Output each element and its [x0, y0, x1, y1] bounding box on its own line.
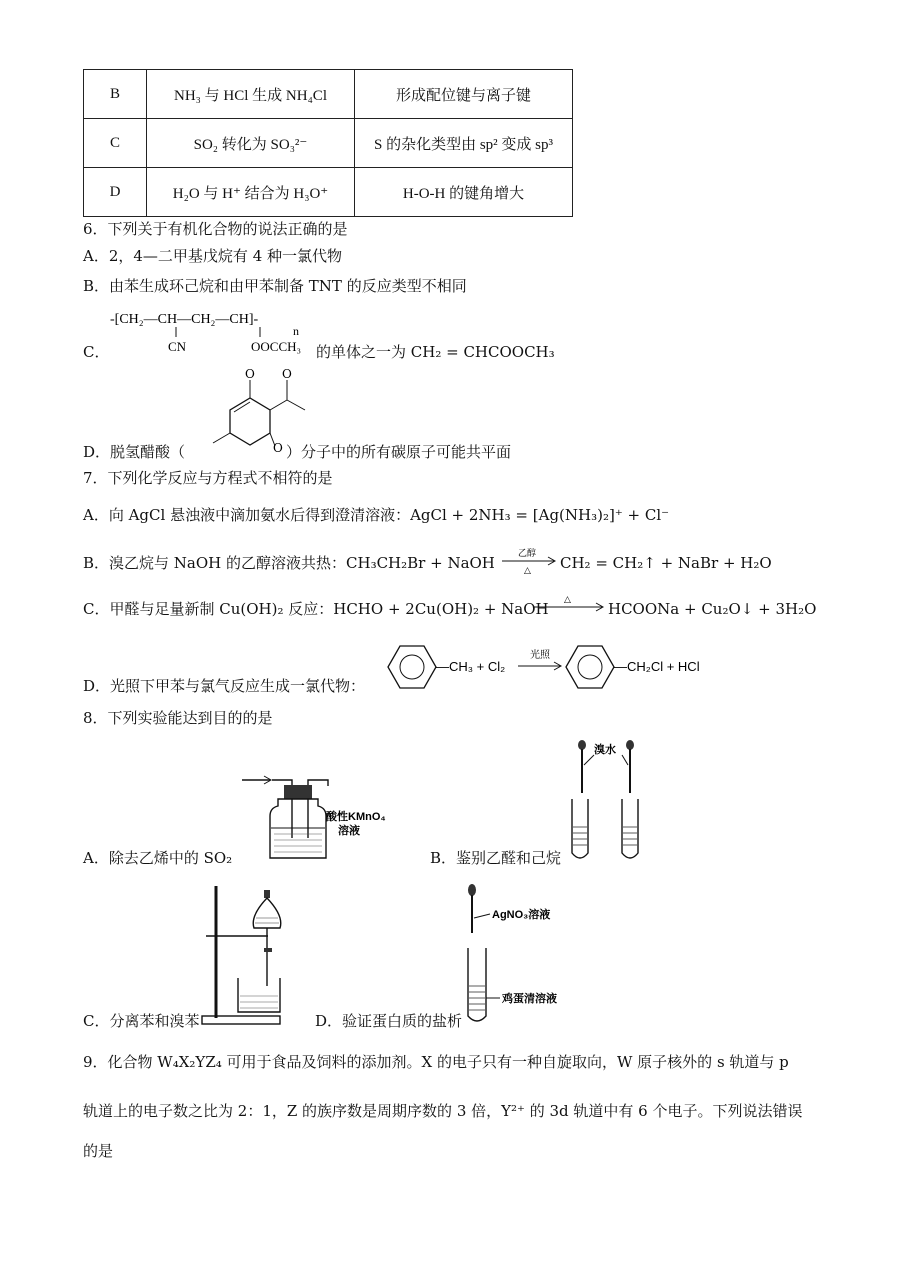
row-letter: D	[84, 168, 147, 217]
q8-option-d: D．验证蛋白质的盐析	[315, 1012, 463, 1030]
q8-option-c: C．分离苯和溴苯	[83, 1012, 200, 1030]
q6-option-d: ）分子中的所有碳原子可能共平面	[286, 443, 512, 461]
label-bromine-water: 溴水	[594, 744, 616, 756]
row-letter: B	[84, 70, 147, 119]
cond-heat: △	[524, 566, 531, 576]
q7-option-b-left: B．溴乙烷与 NaOH 的乙醇溶液共热：CH₃CH₂Br + NaOH	[83, 554, 495, 572]
q7-option-a: A．向 AgCl 悬浊液中滴加氨水后得到澄清溶液：AgCl + 2NH₃ = [Ag(NH₃)₂]⁺ + Cl⁻	[83, 506, 670, 524]
row-right: S 的杂化类型由 sp² 变成 sp³	[355, 119, 573, 168]
gas-washing-bottle	[238, 768, 408, 864]
q7-option-c-left: C．甲醛与足量新制 Cu(OH)₂ 反应：HCHO + 2Cu(OH)₂ + NaOH	[83, 600, 549, 618]
reaction-arrow-c	[532, 592, 606, 614]
q6-option-b: B．由苯生成环己烷和由甲苯制备 TNT 的反应类型不相同	[83, 277, 467, 295]
q8-option-a: A．除去乙烯中的 SO₂	[83, 849, 233, 867]
test-tube-agno3	[458, 878, 608, 1028]
cond-light: 光照	[530, 650, 550, 661]
q7-option-d: D．光照下甲苯与氯气反应生成一氯代物：	[83, 677, 366, 695]
q8-option-b: B．鉴别乙醛和己烷	[430, 849, 562, 867]
separatory-funnel-setup	[198, 878, 298, 1028]
options-table	[83, 69, 573, 217]
polymer-cn: CN	[168, 339, 187, 354]
row-letter: C	[84, 119, 147, 168]
svg-text:O: O	[245, 368, 255, 381]
polymer-chain: -[CH₂—CH—CH₂—CH]-	[110, 312, 259, 327]
dehydroacetic-acid-structure	[195, 368, 345, 453]
q9-line-3: 的是	[83, 1142, 114, 1160]
cond-ethanol: 乙醇	[518, 549, 537, 559]
polymer-n: n	[293, 324, 299, 338]
row-right: 形成配位键与离子键	[355, 70, 573, 119]
q7-stem: 7．下列化学反应与方程式不相符的是	[83, 469, 333, 487]
q6-option-c-prefix: C．	[83, 343, 110, 361]
table-row	[84, 70, 573, 119]
q7-option-b-right: CH₂ = CH₂↑ + NaBr + H₂O	[560, 554, 772, 572]
row-left: H₂O 与 H⁺ 结合为 H₃O⁺	[147, 168, 355, 217]
q9-line-1: 9．化合物 W₄X₂YZ₄ 可用于食品及饲料的添加剂。X 的电子只有一种自旋取向，W 原子核外的 s 轨道与 p	[83, 1053, 789, 1071]
q6-option-c: 的单体之一为 CH₂ = CHCOOCH₃	[316, 343, 555, 361]
toluene-chlorination-equation	[380, 640, 740, 694]
q9-line-2: 轨道上的电子数之比为 2：1，Z 的族序数是周期序数的 3 倍，Y²⁺ 的 3d 轨道中有 6 个电子。下列说法错误	[83, 1102, 803, 1120]
reaction-arrow-b	[500, 546, 558, 576]
q8-stem: 8．下列实验能达到目的的是	[83, 709, 273, 727]
label-kmno4: 酸性KMnO₄	[326, 811, 386, 823]
reactant: —CH₃ + Cl₂	[436, 659, 506, 674]
row-left: NH₃ 与 HCl 生成 NH₄Cl	[147, 70, 355, 119]
polymer-oac: OOCCH₃	[251, 339, 302, 354]
q6-option-a: A．2，4—二甲基戊烷有 4 种一氯代物	[83, 247, 343, 265]
label-solution: 溶液	[338, 825, 360, 837]
product: —CH₂Cl + HCl	[614, 659, 700, 674]
polymer-structure	[108, 305, 318, 360]
q6-stem: 6．下列关于有机化合物的说法正确的是	[83, 220, 348, 238]
row-right: H-O-H 的键角增大	[355, 168, 573, 217]
row-left: SO₂ 转化为 SO₃²⁻	[147, 119, 355, 168]
cond-heat: △	[564, 595, 571, 605]
q6-option-d-prefix: D．脱氢醋酸（	[83, 443, 186, 461]
table-row	[84, 168, 573, 217]
q7-option-c-right: HCOONa + Cu₂O↓ + 3H₂O	[608, 600, 817, 618]
label-egg-white: 鸡蛋清溶液	[502, 993, 557, 1005]
test-tubes-bromine-water	[560, 735, 670, 865]
svg-text:O: O	[282, 368, 292, 381]
label-agno3: AgNO₃溶液	[492, 909, 551, 921]
table-row	[84, 119, 573, 168]
svg-text:O: O	[273, 441, 283, 453]
